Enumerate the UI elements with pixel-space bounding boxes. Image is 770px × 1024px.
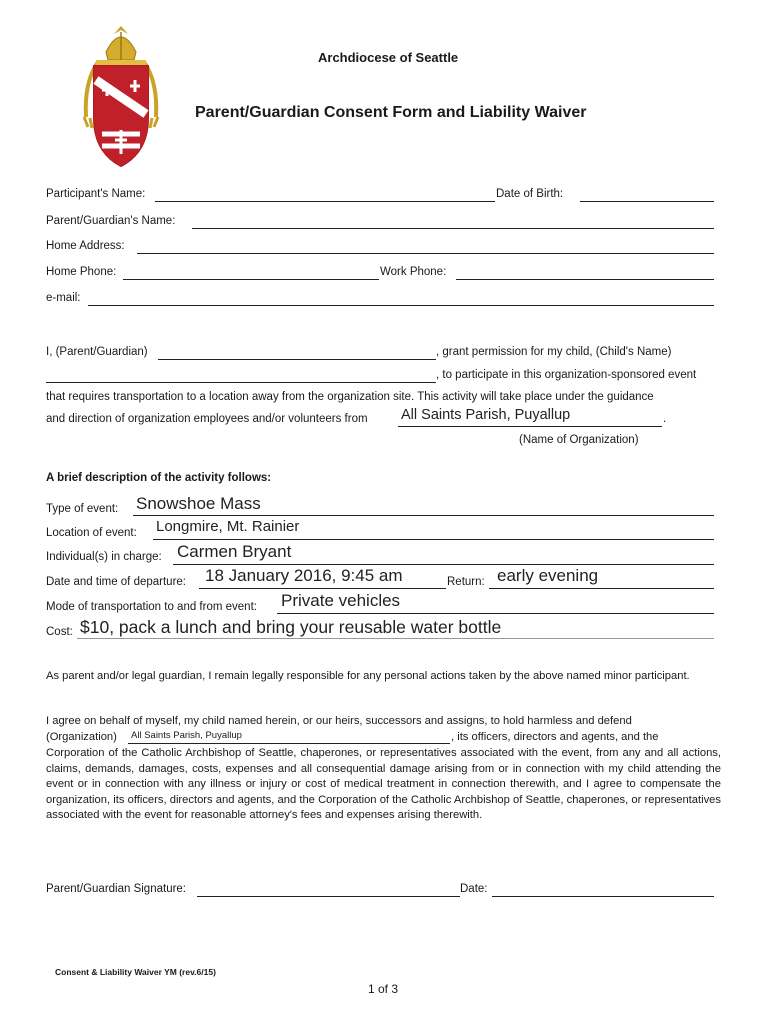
transportation-field[interactable] xyxy=(277,613,714,614)
event-type-value: Snowshoe Mass xyxy=(136,494,261,513)
event-type-field[interactable] xyxy=(133,515,714,516)
event-location-field[interactable] xyxy=(153,539,714,540)
form-title: Parent/Guardian Consent Form and Liability Waiver xyxy=(195,104,587,121)
signature-date-field[interactable] xyxy=(492,896,714,897)
departure-value: 18 January 2016, 9:45 am xyxy=(205,566,403,585)
home-address-label: Home Address: xyxy=(46,240,125,252)
agreement-organization-value: All Saints Parish, Puyallup xyxy=(131,730,242,741)
participant-name-label: Participant's Name: xyxy=(46,188,146,200)
activity-heading: A brief description of the activity follows: xyxy=(46,472,272,484)
event-location-value: Longmire, Mt. Rainier xyxy=(156,518,300,535)
email-label: e-mail: xyxy=(46,292,81,304)
cost-field[interactable] xyxy=(77,638,714,639)
guardian-permission-label: I, (Parent/Guardian) xyxy=(46,346,148,358)
page-number: 1 of 3 xyxy=(368,982,399,996)
individual-in-charge-field[interactable] xyxy=(173,564,714,565)
date-of-birth-label: Date of Birth: xyxy=(496,188,564,200)
child-name-field[interactable] xyxy=(46,382,436,383)
cost-value: $10, pack a lunch and bring your reusable water bottle xyxy=(80,617,502,637)
agreement-paragraph: Corporation of the Catholic Archbishop of Seattle, chaperones, or representatives associated with the event, from any and all actions, claims, demands, damages, costs, expenses and all consequential damage arising from or in connection with my child attending the event or in connection with any illness or injury or cost of medical treatment in connection therewith, and I agree to compensate the organization, its officers, directors and agents, and the Corporation of the Catholic Archbishop of Seattle, chaperones, or representatives associated with the event for reasonable attorney's fees and expenses arising therewith. xyxy=(46,747,721,822)
form-revision: Consent & Liability Waiver YM (rev.6/15) xyxy=(55,967,216,977)
participant-name-field[interactable] xyxy=(155,201,495,202)
direction-text: and direction of organization employees and/or volunteers from xyxy=(46,413,368,425)
guardian-signature-field[interactable] xyxy=(197,896,460,897)
period: . xyxy=(663,413,667,425)
event-type-label: Type of event: xyxy=(46,503,119,515)
cost-label: Cost: xyxy=(46,626,73,638)
return-field[interactable] xyxy=(489,588,714,589)
return-value: early evening xyxy=(497,566,599,585)
signature-date-label: Date: xyxy=(460,883,488,895)
archdiocese-coat-of-arms xyxy=(76,22,166,172)
transport-text: that requires transportation to a location away from the organization site. This activity will take place under the guidance xyxy=(46,391,654,403)
transportation-value: Private vehicles xyxy=(281,591,401,610)
agreement-organization-field[interactable] xyxy=(128,743,450,744)
organization-name-field[interactable] xyxy=(398,426,662,427)
organization-header: Archdiocese of Seattle xyxy=(318,50,459,65)
date-of-birth-field[interactable] xyxy=(580,201,714,202)
guardian-name-field[interactable] xyxy=(192,228,714,229)
agreement-line-1: I agree on behalf of myself, my child named herein, or our heirs, successors and assigns, to hold harmless and defend xyxy=(46,715,632,727)
grant-permission-text: , grant permission for my child, (Child's Name) xyxy=(436,346,672,358)
home-phone-label: Home Phone: xyxy=(46,266,117,278)
return-label: Return: xyxy=(447,576,485,588)
departure-label: Date and time of departure: xyxy=(46,576,186,588)
work-phone-field[interactable] xyxy=(456,279,714,280)
organization-caption: (Name of Organization) xyxy=(519,434,639,446)
responsibility-paragraph: As parent and/or legal guardian, I remain legally responsible for any personal actions taken by the above named minor participant. xyxy=(46,670,690,682)
home-phone-field[interactable] xyxy=(123,279,379,280)
organization-name-value: All Saints Parish, Puyallup xyxy=(401,407,571,423)
guardian-permission-field[interactable] xyxy=(158,359,436,360)
agreement-after-org: , its officers, directors and agents, and the xyxy=(451,731,659,743)
departure-field[interactable] xyxy=(199,588,446,589)
work-phone-label: Work Phone: xyxy=(380,266,447,278)
guardian-signature-label: Parent/Guardian Signature: xyxy=(46,883,187,895)
individual-in-charge-label: Individual(s) in charge: xyxy=(46,551,162,563)
individual-in-charge-value: Carmen Bryant xyxy=(177,542,292,561)
guardian-name-label: Parent/Guardian's Name: xyxy=(46,215,176,227)
organization-prefix: (Organization) xyxy=(46,731,117,743)
event-location-label: Location of event: xyxy=(46,527,137,539)
transportation-label: Mode of transportation to and from event: xyxy=(46,601,257,613)
home-address-field[interactable] xyxy=(137,253,714,254)
email-field[interactable] xyxy=(88,305,714,306)
participate-text: , to participate in this organization-sponsored event xyxy=(436,369,697,381)
